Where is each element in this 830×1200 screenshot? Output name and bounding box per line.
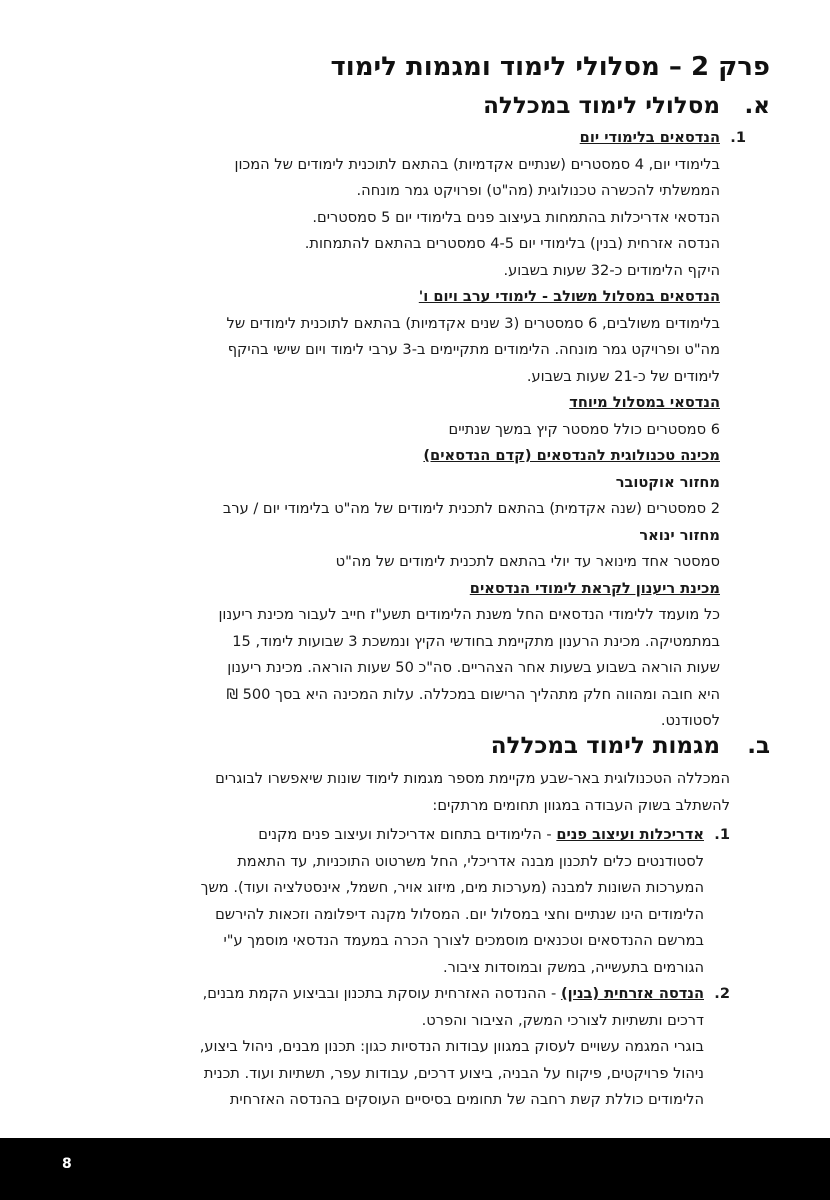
paragraph-line: במתמטיקה. מכינת הרענון מתקיימת בחודשי הקיץ ונמשכת 3 שבועות לימוד, 15 (232, 632, 720, 650)
paragraph-line: הנדסה אזרחית (בנין) בלימודי יום 4-5 סמסטרים בהתאם להתמחות. (304, 235, 720, 252)
civil-engineering-heading: הנדסה אזרחית (בנין) (560, 985, 704, 1002)
combined-track-heading: הנדסאים במסלול משולב - לימודי ערב ויום ו' (418, 288, 720, 305)
civil-engineering-first-line: - ההנדסה האזרחית עוסקת בתכנון ובביצוע הקמת מבנים, (202, 985, 561, 1002)
paragraph-line: לימודים של כ-21 שעות בשבוע. (526, 367, 720, 385)
section-a-heading (483, 90, 770, 122)
section-b-list (200, 820, 730, 1114)
item-number: 1. (714, 826, 730, 843)
section-a-title: מסלולי לימוד במכללה (483, 93, 720, 119)
paragraph-line: להשתלב בשוק העבודה במגוון תחומים מרתקים: (432, 796, 730, 814)
refresher-course-heading: מכינת ריענון לקראת לימודי הנדסאים (469, 579, 720, 597)
item-number: 2. (714, 985, 730, 1002)
paragraph-line: במרשם ההנדסאים וטכנאים מוסמכים לצורך הכרה במעמד הנדסאי מוסמך ע"י (223, 932, 704, 949)
paragraph-line: היקף הלימודים כ-32 שעות בשבוע. (503, 261, 720, 279)
page-number: 8 (62, 1156, 72, 1172)
architecture-heading: אדריכלות ועיצוב פנים (556, 826, 704, 843)
section-b-title: מגמות לימוד במכללה (490, 733, 720, 759)
paragraph-line: כל מועמד ללימודי הנדסאים החל משנת הלימודים תשע"ז חייב לעבור מכינת ריענון (218, 606, 720, 623)
special-track-heading: הנדסאי במסלול מיוחד (569, 394, 720, 411)
paragraph-line: לסטודנט. (660, 712, 720, 729)
paragraph-line: סמסטר אחד מינואר עד יולי בהתאם לתכנית לימודים של מה"ט (335, 553, 720, 570)
item-number: 1. (730, 129, 746, 146)
paragraph-line: דרכים ותשתיות לצורכי המשק, הציבור והפרט. (421, 1011, 704, 1029)
section-b-letter: ב. (747, 733, 770, 759)
section-b-intro (215, 766, 730, 819)
paragraph-line: בוגרי המגמה עשויים לעסוק במגוון עבודות הנדסיות כגון: תכנון מבנים, ניהול ביצוע, (199, 1038, 704, 1055)
section-b-heading (491, 730, 770, 762)
paragraph-line: בלימודי יום, 4 סמסטרים (שנתיים אקדמיות) בהתאם לתוכנית לימודים של המכון (234, 155, 720, 173)
footer-bar (0, 1138, 830, 1200)
chapter-title: פרק 2 – מסלולי לימוד ומגמות לימוד (330, 52, 770, 82)
paragraph-line: הלימודים כוללת קשת רחבה של תחומים בסיסיים העוסקים בהנדסה האזרחית (229, 1091, 704, 1108)
paragraph-line: הלימודים הינו שנתיים וחצי במסלול יום. המסלול מקנה דיפלומה וזכאות להירשם (215, 905, 704, 923)
section-a-body (218, 125, 746, 735)
paragraph-line: שעות הוראה בשבוע בשעות אחר הצהריים. סה"כ 50 שעות הוראה. מכינת ריענון (227, 659, 720, 676)
paragraph-line: הממשלתי להכשרה טכנולוגית (מה"ט) ופרויקט גמר מונחה. (356, 182, 720, 199)
paragraph-line: ניהול פרויקטים, פיקוח על הבניה, ביצוע דרכים, עבודות עפר, תשתיות ועוד. תכנית (203, 1064, 704, 1082)
paragraph-line: בלימודים משולבים, 6 סמסטרים (3 שנים אקדמיות) בהתאם לתוכנית לימודים של (226, 314, 720, 332)
list-item-architecture (200, 822, 730, 849)
paragraph-line: הנדסאי אדריכלות בהתמחות בעיצוב פנים בלימודי יום 5 סמסטרים. (312, 208, 720, 226)
paragraph-line: מה"ט ופרויקט גמר מונחה. הלימודים מתקיימים ב-3 ערבי לימוד ויום שישי בהיקף (227, 341, 720, 358)
list-item-civil-engineering (200, 981, 730, 1008)
paragraph-line: 6 סמסטרים כולל סמסטר קיץ במשך שנתיים (448, 420, 720, 438)
day-studies-heading: הנדסאים בלימודי יום (579, 129, 720, 146)
item-heading-day-studies (218, 125, 746, 152)
paragraph-line: המערכות השונות למבנה (מערכות מים, מיזוג אויר, חשמל, אינסטלציה ועוד). משך (200, 879, 704, 896)
paragraph-line: 2 סמסטרים (שנה אקדמית) בהתאם לתכנית לימודים של מה"ט בלימודי יום / ערב (222, 500, 720, 517)
paragraph-line: היא חובה ומהווה חלק מתהליך הרישום במכללה. עלות המכינה היא בסך 500 ₪ (226, 685, 720, 703)
paragraph-line: הגורמים בתעשייה, במשק ובמוסדות ציבור. (443, 958, 704, 976)
paragraph-line: לסטודנטים כלים לתכנון מבנה אדריכלי, החל משרטוט התוכניות, עד התאמת (237, 852, 704, 870)
october-cycle-heading: מחזור אוקטובר (615, 473, 720, 491)
paragraph-line: המכללה הטכנולוגית באר-שבע מקיימת מספר מגמות לימוד שונות שיאפשרו לבוגרים (215, 770, 730, 787)
section-a-letter: א. (744, 93, 770, 119)
architecture-first-line: - הלימודים בתחום אדריכלות ועיצוב פנים מקנים (258, 826, 557, 843)
prep-course-heading: מכינה טכנולוגית להנדסאים (קדם הנדסאים) (423, 447, 720, 464)
january-cycle-heading: מחזור ינואר (639, 526, 720, 544)
